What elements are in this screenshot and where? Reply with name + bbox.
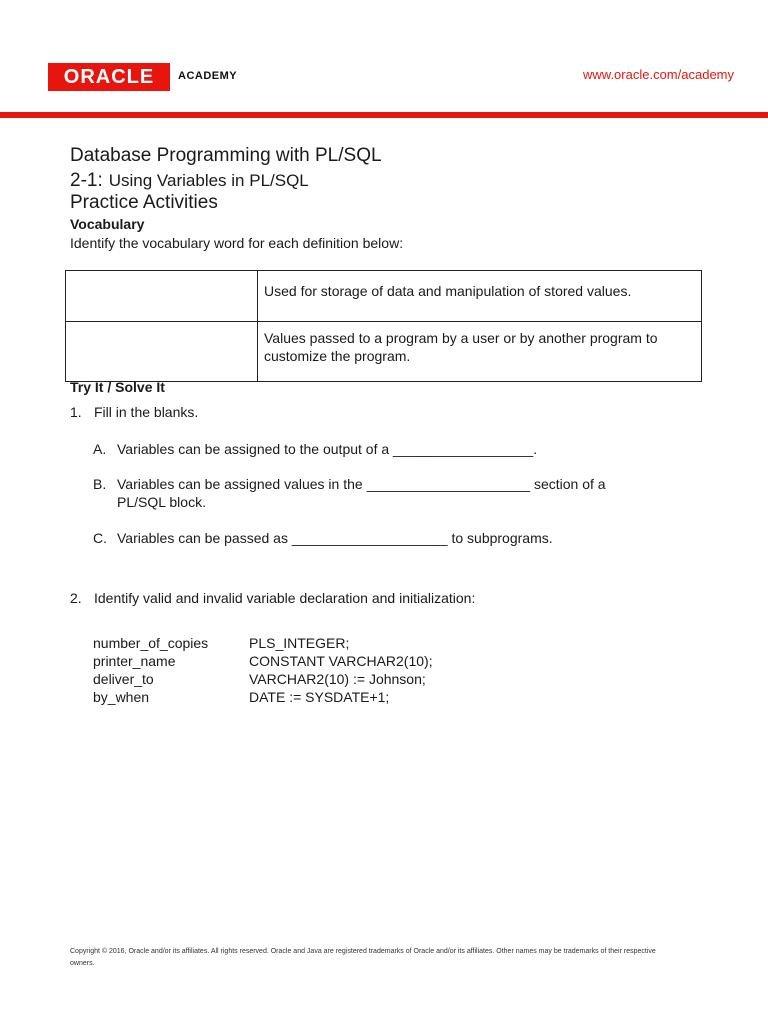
item-text-continued: PL/SQL block. xyxy=(117,494,206,510)
list-item xyxy=(93,688,433,706)
lesson-number: 2-1: xyxy=(70,170,103,191)
table-row xyxy=(66,322,702,382)
copyright-notice: Copyright © 2016, Oracle and/or its affiliates. All rights reserved. Oracle and Java are registered trademarks of Oracle and/or its affiliates. Other names may be trademarks of their respective owners. xyxy=(70,948,656,967)
question-text: Fill in the blanks. xyxy=(94,404,199,420)
vocabulary-definition-cell: Values passed to a program by a user or by another program to customize the program. xyxy=(258,322,702,382)
variable-name: printer_name xyxy=(93,653,176,669)
item-letter: C. xyxy=(93,530,107,546)
header-divider xyxy=(0,112,768,118)
fill-blank-item xyxy=(93,529,553,547)
item-text: Variables can be assigned to the output of a __________________. xyxy=(117,441,538,457)
item-text: Variables can be passed as ____________________ to subprograms. xyxy=(117,530,553,546)
variable-name: by_when xyxy=(93,689,150,705)
lesson-name: Using Variables in PL/SQL xyxy=(108,171,309,190)
vocabulary-term-cell[interactable] xyxy=(66,322,258,382)
lesson-title xyxy=(70,170,309,192)
question-number: 2. xyxy=(70,590,82,606)
oracle-logo-text: ORACLE xyxy=(63,65,155,88)
course-title: Database Programming with PL/SQL xyxy=(70,145,382,166)
activity-title: Practice Activities xyxy=(70,192,218,213)
academy-label: ACADEMY xyxy=(178,70,238,82)
item-letter: B. xyxy=(93,476,107,492)
fill-blank-item xyxy=(93,475,606,511)
variable-declaration: CONSTANT VARCHAR2(10); xyxy=(249,653,433,669)
variable-declaration: VARCHAR2(10) := Johnson; xyxy=(249,671,426,687)
list-item xyxy=(93,634,433,652)
variable-name: deliver_to xyxy=(93,671,154,687)
try-it-heading: Try It / Solve It xyxy=(70,379,165,395)
variable-declaration: DATE := SYSDATE+1; xyxy=(249,689,390,705)
question-number: 1. xyxy=(70,404,82,420)
question-1 xyxy=(70,404,198,420)
academy-url-link[interactable]: www.oracle.com/academy xyxy=(583,67,734,82)
table-row xyxy=(66,271,702,322)
question-text: Identify valid and invalid variable declaration and initialization: xyxy=(94,590,476,606)
vocabulary-table xyxy=(65,270,702,382)
item-letter: A. xyxy=(93,441,107,457)
vocabulary-instructions: Identify the vocabulary word for each definition below: xyxy=(70,235,404,251)
vocabulary-term-cell[interactable] xyxy=(66,271,258,322)
oracle-logo xyxy=(48,63,170,91)
item-text: Variables can be assigned values in the _____________________ section of a xyxy=(117,476,606,492)
vocabulary-heading: Vocabulary xyxy=(70,216,145,232)
question-2 xyxy=(70,590,475,606)
variable-name: number_of_copies xyxy=(93,635,209,651)
list-item xyxy=(93,670,433,688)
declaration-list xyxy=(93,634,433,706)
variable-declaration: PLS_INTEGER; xyxy=(249,635,350,651)
vocabulary-definition-cell: Used for storage of data and manipulation of stored values. xyxy=(258,271,702,322)
fill-blank-item xyxy=(93,440,537,458)
list-item xyxy=(93,652,433,670)
